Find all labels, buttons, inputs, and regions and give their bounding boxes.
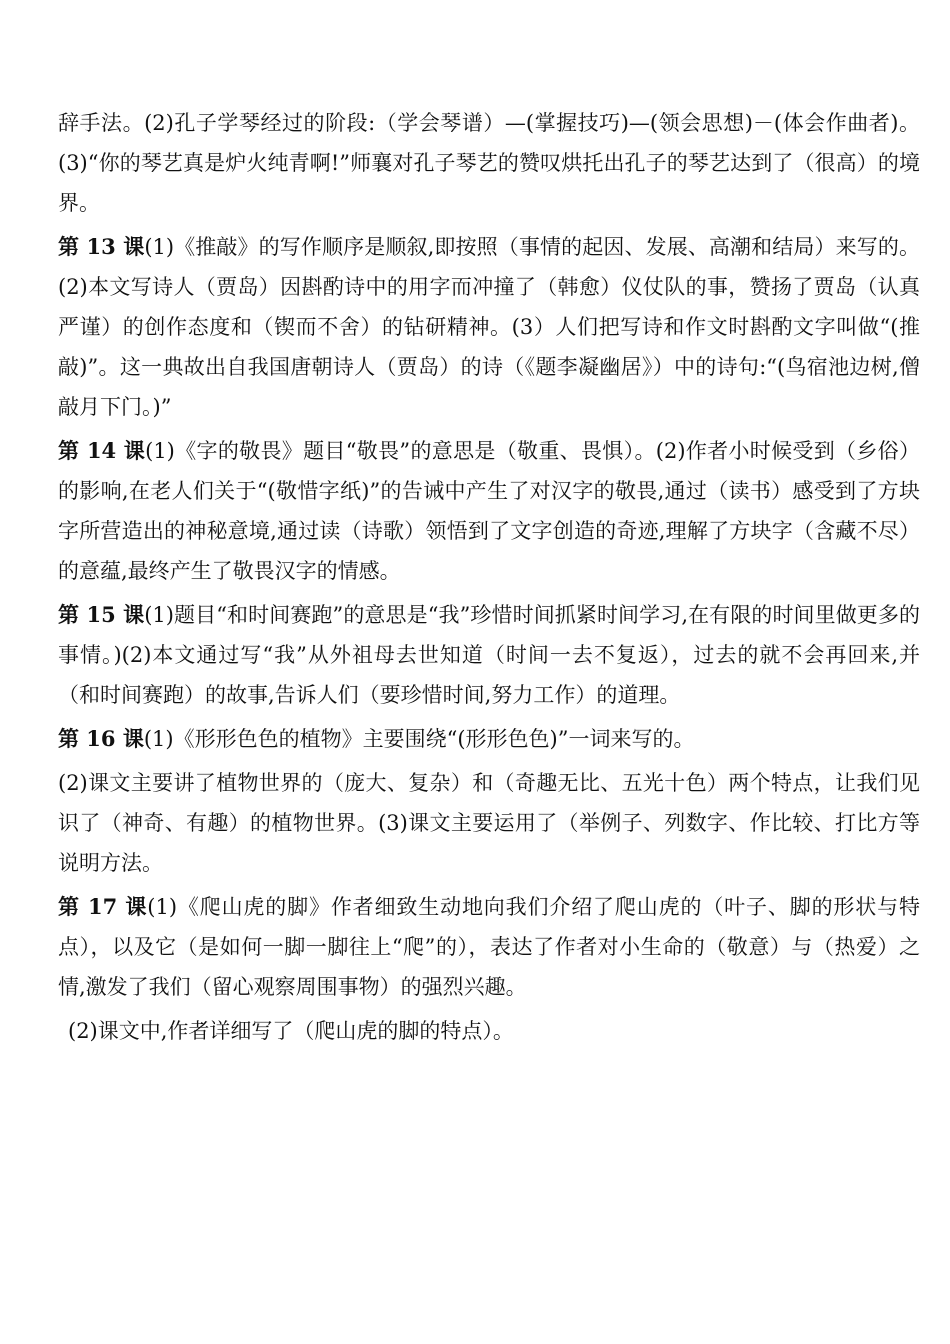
lesson-16-paragraph xyxy=(58,719,920,759)
paragraph-text: (2)课文主要讲了植物世界的（庞大、复杂）和（奇趣无比、五光十色）两个特点，让我们见识了（神奇、有趣）的植物世界。(3)课文主要运用了（举例子、列数字、作比较、打比方等说明方法。 xyxy=(58,771,920,875)
paragraph-text: (1)《形形色色的植物》主要围绕“(形形色色)”一词来写的。 xyxy=(143,727,695,751)
lesson-label: 第 13 课 xyxy=(58,234,145,259)
lesson-14-paragraph xyxy=(58,431,920,591)
lesson-label: 第 14 课 xyxy=(58,438,146,463)
document-page xyxy=(58,103,920,1055)
paragraph-text: (1)《爬山虎的脚》作者细致生动地向我们介绍了爬山虎的（叶子、脚的形状与特点），以及它（是如何一脚一脚往上“爬”的），表达了作者对小生命的（敬意）与（热爱）之情,激发了我们（留心观察周围事物）的强烈兴趣。 xyxy=(58,895,920,999)
lesson-16-point-2-paragraph xyxy=(58,763,920,883)
lesson-label: 第 15 课 xyxy=(58,602,145,627)
paragraph-text: (1)《字的敬畏》题目“敬畏”的意思是（敬重、畏惧）。(2)作者小时候受到（乡俗）的影响,在老人们关于“(敬惜字纸)”的告诫中产生了对汉字的敬畏,通过（读书）感受到了方块字所营造出的神秘意境,通过读（诗歌）领悟到了文字创造的奇迹,理解了方块字（含藏不尽）的意蕴,最终产生了敬畏汉字的情感。 xyxy=(58,439,920,583)
lesson-17-paragraph xyxy=(58,887,920,1007)
paragraph-text: (1)题目“和时间赛跑”的意思是“我”珍惜时间抓紧时间学习,在有限的时间里做更多的事情。)(2)本文通过写“我”从外祖母去世知道（时间一去不复返），过去的就不会再回来,并（和时间赛跑）的故事,告诉人们（要珍惜时间,努力工作）的道理。 xyxy=(58,603,920,707)
lesson-label: 第 17 课 xyxy=(58,894,148,919)
lesson-17-point-2-paragraph xyxy=(58,1011,920,1051)
paragraph-text: (2)课文中,作者详细写了（爬山虎的脚的特点）。 xyxy=(68,1019,514,1043)
paragraph-text: (1)《推敲》的写作顺序是顺叙,即按照（事情的起因、发展、高潮和结局）来写的。(2)本文写诗人（贾岛）因斟酌诗中的用字而冲撞了（韩愈）仪仗队的事，赞扬了贾岛（认真严谨）的创作态度和（锲而不舍）的钻研精神。(3）人们把写诗和作文时斟酌文字叫做“(推敲)”。这一典故出自我国唐朝诗人（贾岛）的诗（《题李凝幽居》）中的诗句:“(鸟宿池边树,僧敲月下门。)” xyxy=(58,235,920,419)
lesson-label: 第 16 课 xyxy=(58,726,144,751)
lesson-12-continued-paragraph xyxy=(58,103,920,223)
lesson-15-paragraph xyxy=(58,595,920,715)
paragraph-text: 辞手法。(2)孔子学琴经过的阶段:（学会琴谱）—(掌握技巧)—(领会思想)－(体会作曲者)。(3)“你的琴艺真是炉火纯青啊!”师襄对孔子琴艺的赞叹烘托出孔子的琴艺达到了（很高）的境界。 xyxy=(58,111,920,215)
lesson-13-paragraph xyxy=(58,227,920,427)
